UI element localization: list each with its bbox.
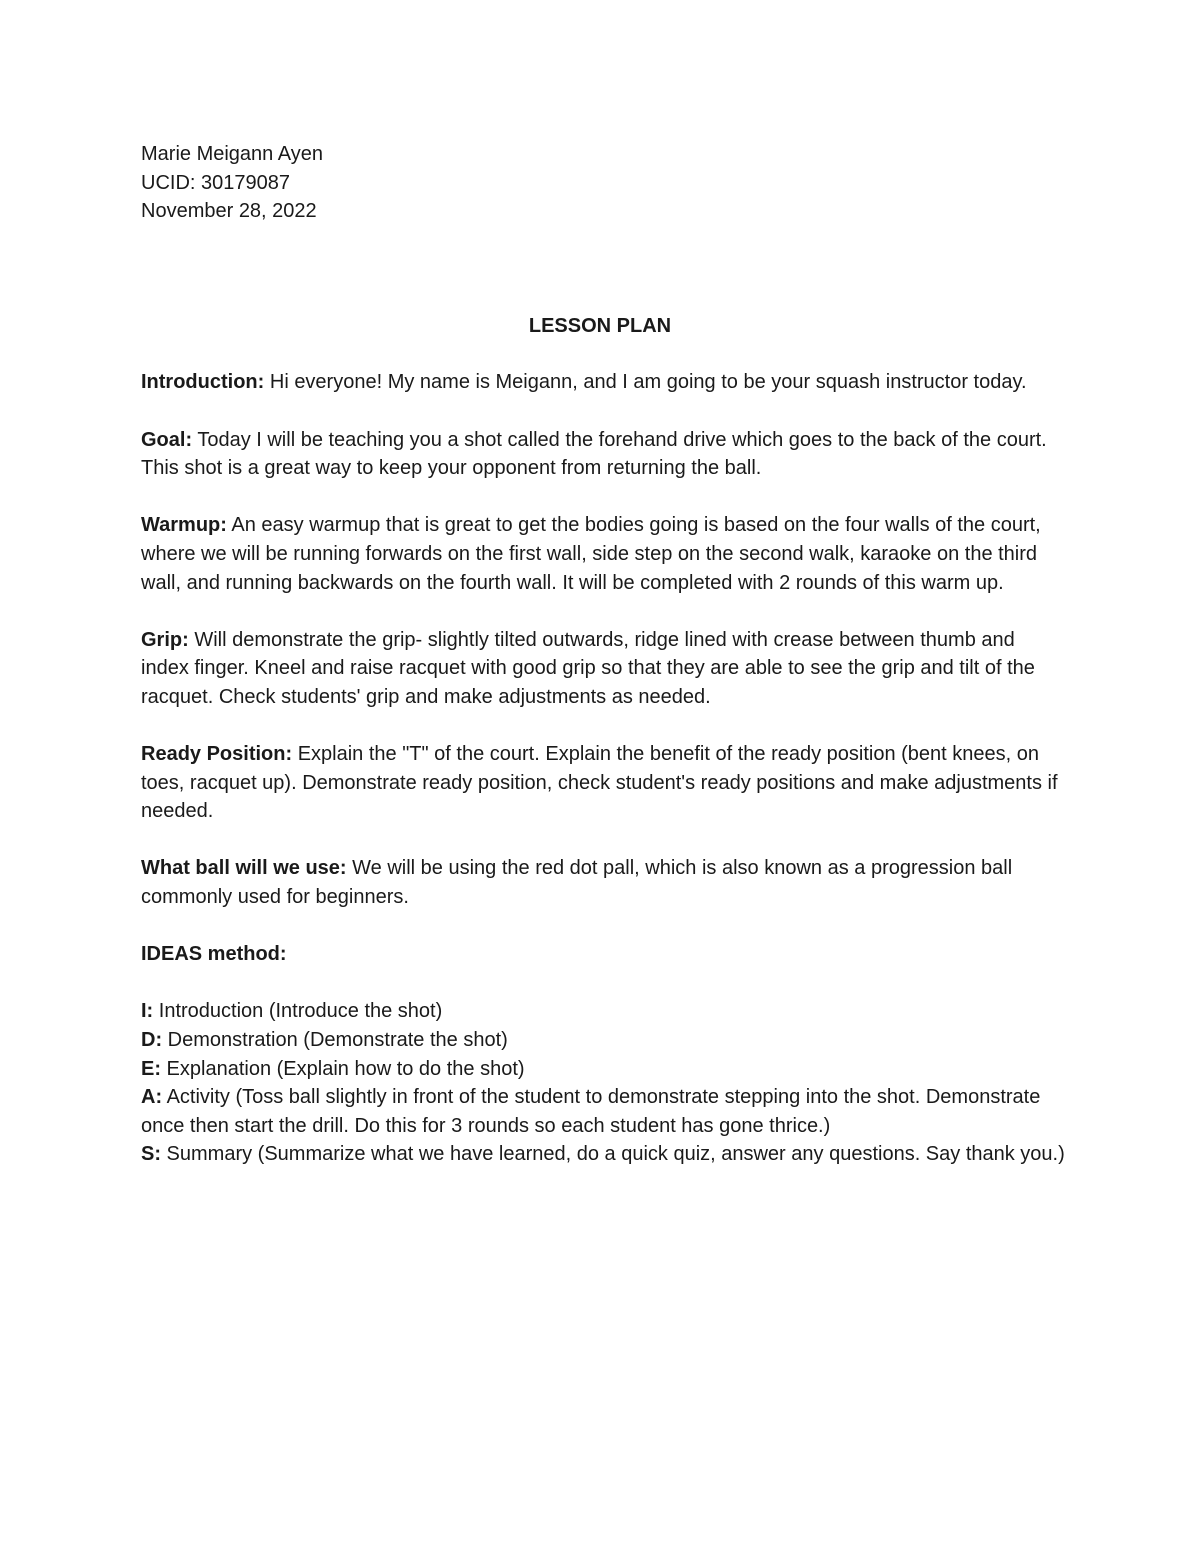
document-date: November 28, 2022 xyxy=(141,200,317,223)
section-label: Warmup: xyxy=(141,514,227,537)
ideas-heading: IDEAS method: xyxy=(141,943,287,966)
document-title: LESSON PLAN xyxy=(528,314,672,337)
section-goal xyxy=(141,426,1066,483)
section-text: Will demonstrate the grip- slightly tilted outwards, ridge lined with crease between thumb and index finger. Kneel and raise racquet with good grip so that they are able to see the grip and tilt of the racquet. Check students' grip and make adjustments as needed. xyxy=(141,628,1035,708)
section-text: We will be using the red dot pall, which is also known as a progression ball commonly used for beginners. xyxy=(141,857,1013,909)
ideas-letter: A: xyxy=(141,1086,163,1109)
section-label: Ready Position: xyxy=(141,743,293,766)
ideas-letter: I: xyxy=(141,1000,154,1023)
ideas-text: Demonstration (Demonstrate the shot) xyxy=(162,1029,508,1052)
section-text: Explain the "T" of the court. Explain the benefit of the ready position (bent knees, on toes, racquet up). Demonstrate ready position, check student's ready positions and make adjustments if needed. xyxy=(141,743,1058,823)
ideas-text: Activity (Toss ball slightly in front of the student to demonstrate stepping into the shot. Demonstrate once then start the drill. Do this for 3 rounds so each student has gone thrice.) xyxy=(141,1086,1041,1137)
ideas-letter: S: xyxy=(141,1143,161,1166)
section-text: Today I will be teaching you a shot called the forehand drive which goes to the back of the court. This shot is a great way to keep your opponent from returning the ball. xyxy=(141,428,1047,480)
ideas-text: Introduction (Introduce the shot) xyxy=(153,1000,443,1023)
ideas-item-a xyxy=(141,1083,1066,1140)
section-label: Grip: xyxy=(141,628,189,651)
ideas-item-i xyxy=(141,997,1066,1026)
section-label: What ball will we use: xyxy=(141,857,347,880)
ideas-item-s xyxy=(141,1140,1066,1169)
section-label: Goal: xyxy=(141,428,193,451)
section-text: Hi everyone! My name is Meigann, and I am going to be your squash instructor today. xyxy=(264,371,1027,394)
section-warmup xyxy=(141,511,1066,597)
ideas-text: Explanation (Explain how to do the shot) xyxy=(161,1057,525,1080)
ideas-item-d xyxy=(141,1026,1066,1055)
section-ready-position xyxy=(141,740,1066,826)
section-ball xyxy=(141,854,1066,911)
ideas-text: Summary (Summarize what we have learned, do a quick quiz, answer any questions. Say thank you.) xyxy=(161,1143,1065,1166)
ideas-letter: D: xyxy=(141,1029,163,1052)
section-label: Introduction: xyxy=(141,371,265,394)
ideas-item-e xyxy=(141,1055,1066,1084)
ideas-list xyxy=(141,997,1066,1169)
student-id: UCID: 30179087 xyxy=(141,171,290,194)
document-body xyxy=(141,140,1066,1169)
header-block xyxy=(141,140,1066,226)
section-grip xyxy=(141,626,1066,712)
section-text: An easy warmup that is great to get the bodies going is based on the four walls of the court, where we will be running forwards on the first wall, side step on the second walk, karaoke on the third wall, and running backwards on the fourth wall. It will be completed with 2 rounds of this warm up. xyxy=(141,514,1041,594)
section-introduction xyxy=(141,368,1066,397)
ideas-letter: E: xyxy=(141,1057,161,1080)
author-name: Marie Meigann Ayen xyxy=(141,143,323,165)
